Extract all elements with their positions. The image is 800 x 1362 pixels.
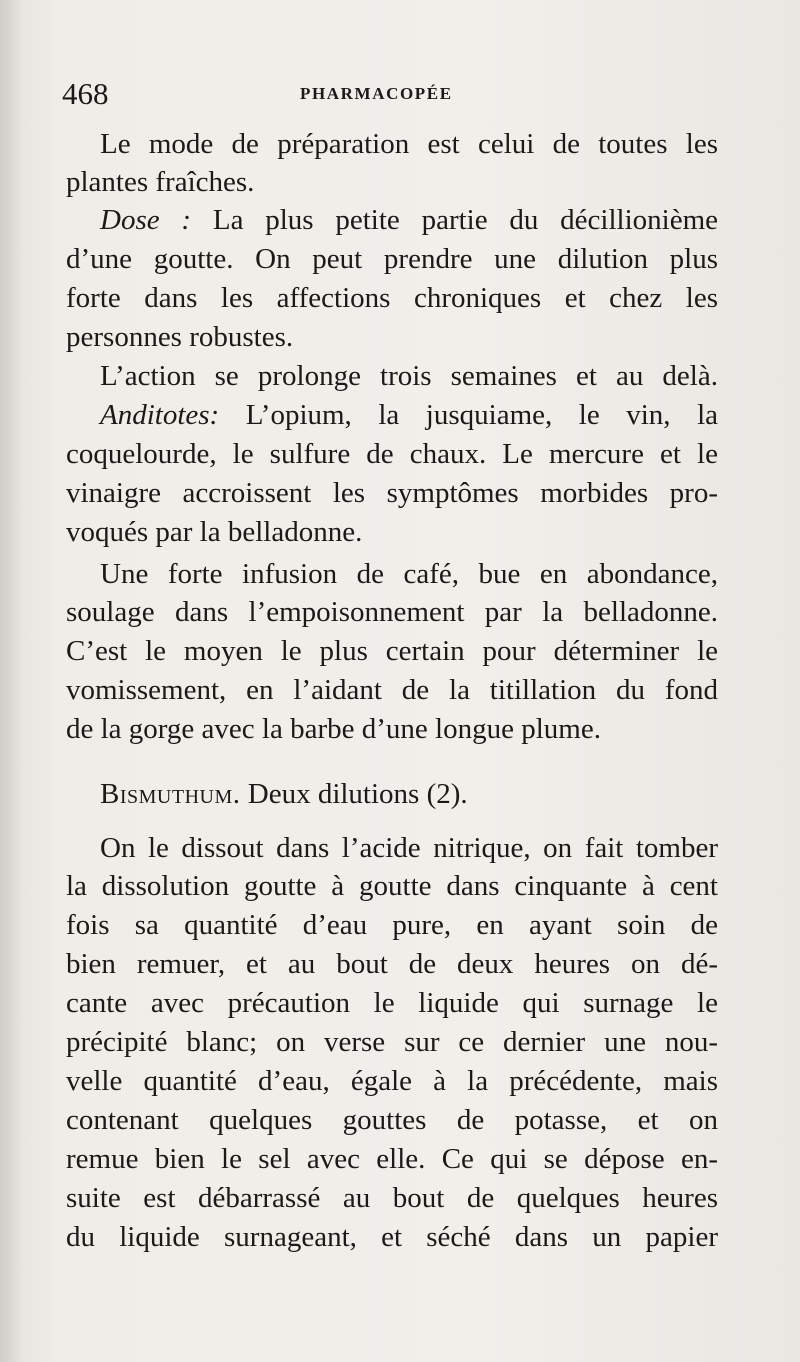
text-span: Deux dilutions (2).	[240, 778, 468, 810]
dose-label: Dose :	[100, 204, 192, 236]
text-line	[66, 200, 718, 240]
text-line: voqués par la belladonne.	[66, 516, 363, 548]
text-span: L’opium, la jusquiame, le vin, la	[219, 399, 718, 431]
text-line	[66, 774, 718, 814]
text-line: précipité blanc; on verse sur ce dernier une nou-	[66, 1026, 718, 1058]
text-line: velle quantité d’eau, égale à la précédente, mais	[66, 1065, 718, 1097]
text-line: la dissolution goutte à goutte dans cinquante à cent	[66, 870, 718, 902]
text-line: du liquide surnageant, et séché dans un papier	[66, 1221, 718, 1253]
text-line: forte dans les affections chroniques et chez les	[66, 282, 718, 314]
text-line: plantes fraîches.	[66, 166, 255, 198]
text-line: suite est débarrassé au bout de quelques heures	[66, 1182, 718, 1214]
text-line: vinaigre accroissent les symptômes morbides pro-	[66, 477, 718, 509]
text-line	[66, 395, 718, 435]
text-span: La plus petite partie du décillionième	[191, 204, 719, 236]
text-line: d’une goutte. On peut prendre une dilution plus	[66, 243, 718, 275]
bismuthum-label: Bismuthum.	[100, 778, 241, 810]
page-number: 468	[62, 76, 109, 111]
text-line: Une forte infusion de café, bue en abondance,	[100, 558, 718, 590]
text-line: remue bien le sel avec elle. Ce qui se dépose en-	[66, 1143, 718, 1175]
text-line: soulage dans l’empoisonnement par la belladonne.	[66, 596, 718, 628]
text-line: vomissement, en l’aidant de la titillation du fond	[66, 674, 718, 706]
running-head: PHARMACOPÉE	[300, 84, 453, 103]
text-line: On le dissout dans l’acide nitrique, on fait tomber	[100, 832, 718, 864]
text-line: Le mode de préparation est celui de toutes les	[100, 128, 718, 160]
text-line: C’est le moyen le plus certain pour déterminer le	[66, 635, 718, 667]
gutter-shadow	[0, 0, 22, 1362]
text-line: L’action se prolonge trois semaines et au delà.	[100, 360, 718, 392]
text-line: personnes robustes.	[66, 321, 294, 353]
antidotes-label: Anditotes:	[100, 399, 220, 431]
text-line: fois sa quantité d’eau pure, en ayant soin de	[66, 909, 718, 941]
text-line: cante avec précaution le liquide qui surnage le	[66, 987, 718, 1019]
text-line: coquelourde, le sulfure de chaux. Le mercure et le	[66, 438, 718, 470]
text-line: contenant quelques gouttes de potasse, et on	[66, 1104, 718, 1136]
text-line: de la gorge avec la barbe d’une longue plume.	[66, 713, 601, 745]
text-line: bien remuer, et au bout de deux heures on dé-	[66, 948, 718, 980]
page-header	[62, 74, 722, 114]
